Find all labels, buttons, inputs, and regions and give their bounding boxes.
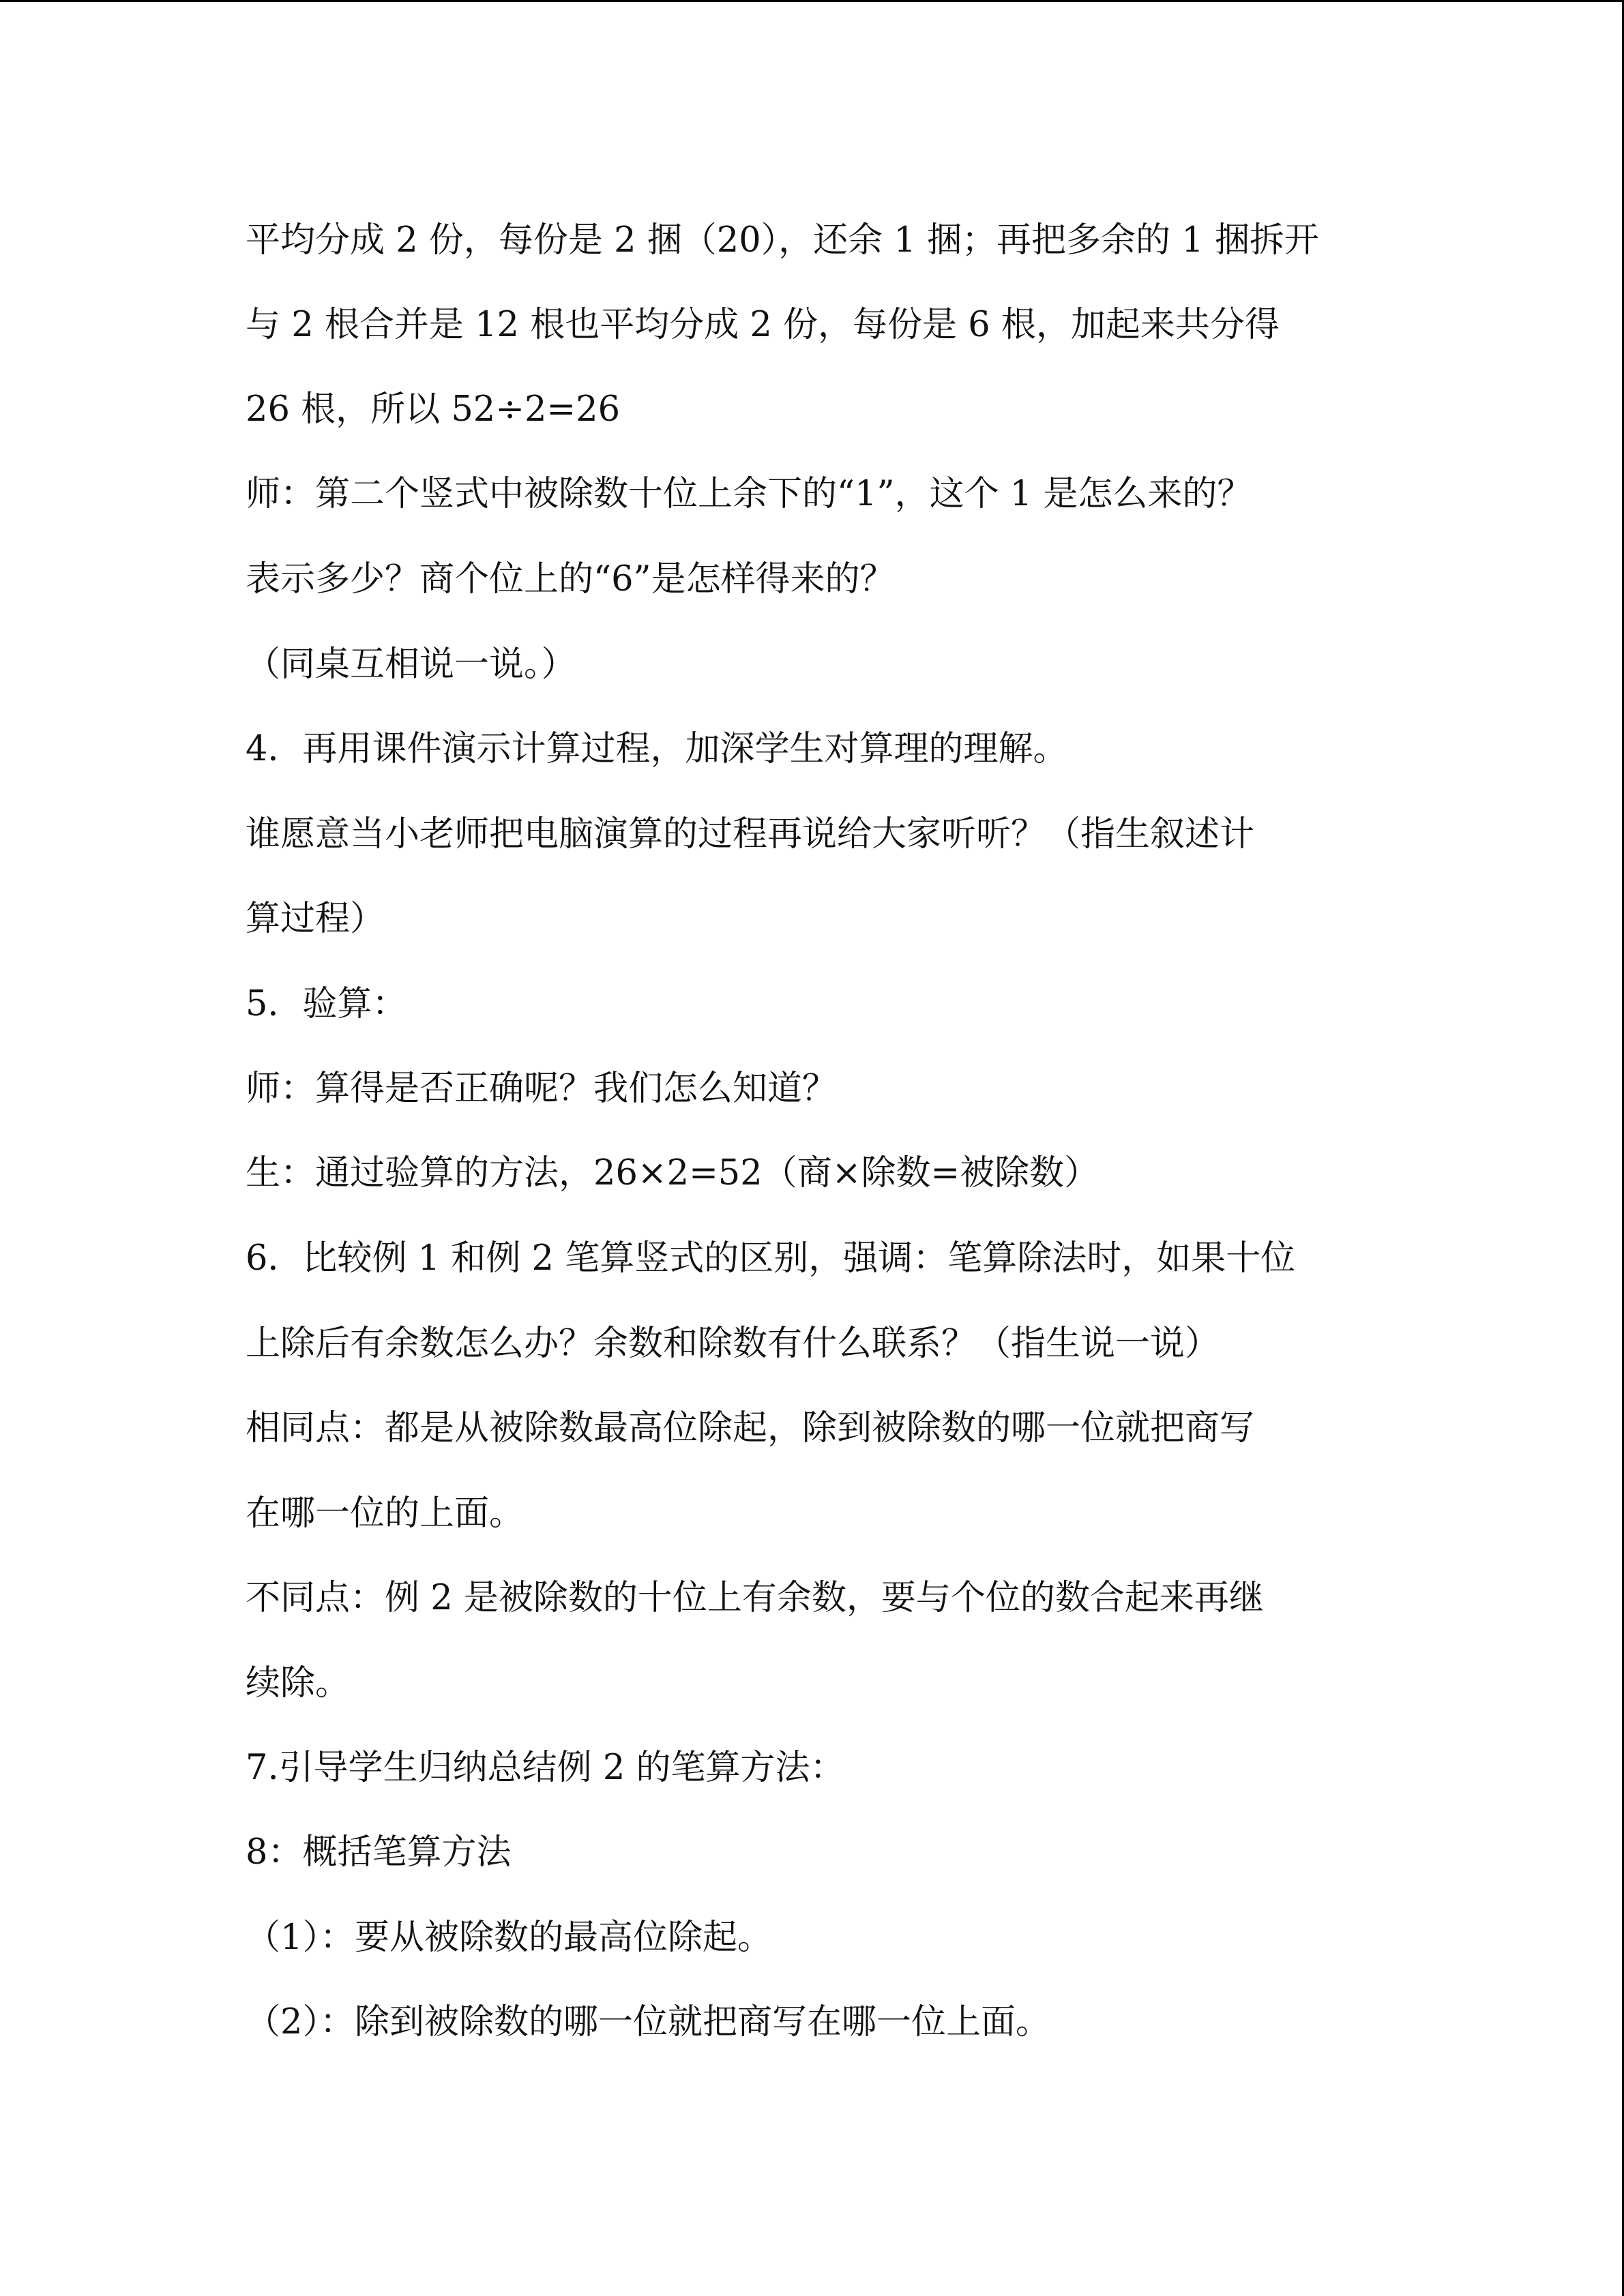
- step-heading: 8：概括笔算方法: [246, 1832, 512, 1873]
- text-line: 相同点：都是从被除数最高位除起，除到被除数的哪一位就把商写: [246, 1408, 1255, 1448]
- list-item: （2）：除到被除数的哪一位就把商写在哪一位上面。: [246, 2002, 1050, 2042]
- list-item: （1）：要从被除数的最高位除起。: [246, 1918, 772, 1958]
- step-heading: 5．验算：: [246, 984, 407, 1024]
- text-line: 谁愿意当小老师把电脑演算的过程再说给大家听听？（指生叙述计: [246, 814, 1255, 854]
- text-line: 表示多少？商个位上的“6”是怎样得来的？: [246, 559, 895, 599]
- step-heading: 7.引导学生归纳总结例 2 的笔算方法：: [246, 1748, 845, 1788]
- text-line: 师：第二个竖式中被除数十位上余下的“1”，这个 1 是怎么来的？: [246, 474, 1252, 514]
- text-line: （同桌互相说一说。）: [246, 644, 576, 685]
- text-line: 生：通过验算的方法，26×2=52（商×除数=被除数）: [246, 1153, 1099, 1193]
- text-line: 续除。: [246, 1663, 351, 1703]
- text-line: 与 2 根合并是 12 根也平均分成 2 份，每份是 6 根，加起来共分得: [246, 305, 1280, 345]
- step-heading: 6．比较例 1 和例 2 笔算竖式的区别，强调：笔算除法时，如果十位: [246, 1238, 1296, 1279]
- step-heading: 4．再用课件演示计算过程，加深学生对算理的理解。: [246, 729, 1068, 769]
- text-line: 平均分成 2 份，每份是 2 捆（20），还余 1 捆；再把多余的 1 捆拆开: [246, 220, 1319, 260]
- text-line: 26 根，所以 52÷2=26: [246, 389, 621, 430]
- text-line: 算过程）: [246, 899, 385, 939]
- text-line: 在哪一位的上面。: [246, 1493, 525, 1534]
- text-line: 不同点：例 2 是被除数的十位上有余数，要与个位的数合起来再继: [246, 1578, 1264, 1618]
- page-top-border: [0, 0, 1624, 2]
- text-line: 上除后有余数怎么办？余数和除数有什么联系？（指生说一说）: [246, 1324, 1220, 1364]
- text-line: 师：算得是否正确呢？我们怎么知道？: [246, 1069, 838, 1109]
